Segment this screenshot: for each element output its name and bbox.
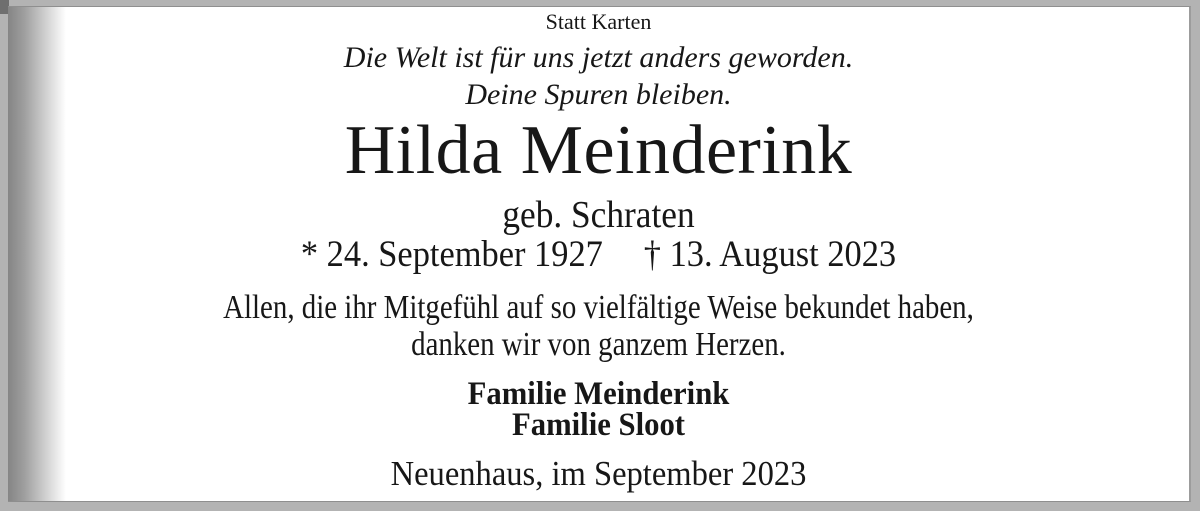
epitaph-quote (8, 39, 1189, 113)
maiden-name: geb. Schraten (502, 194, 695, 236)
place-and-date: Neuenhaus, im September 2023 (390, 454, 807, 493)
life-dates (49, 235, 1147, 275)
birth-date: * 24. September 1927 (300, 234, 603, 275)
family-signature-line2: Familie Sloot (511, 407, 686, 443)
family-signature-line1: Familie Meinderink (467, 376, 730, 412)
thanks-message (97, 289, 1101, 363)
thanks-message-line1: Allen, die ihr Mitgefühl auf so vielfältige Weise bekundet haben, (223, 289, 974, 326)
preline-statt-karten: Statt Karten (545, 9, 652, 34)
family-signatures (49, 376, 1147, 443)
obituary-card (8, 6, 1191, 502)
deceased-name: Hilda Meinderink (344, 112, 853, 189)
death-date: † 13. August 2023 (643, 234, 897, 275)
thanks-message-line2: danken wir von ganzem Herzen. (411, 326, 786, 363)
obituary-content (8, 7, 1189, 493)
epitaph-quote-line1: Die Welt ist für uns jetzt anders geworden. (343, 41, 854, 74)
epitaph-quote-line2: Deine Spuren bleiben. (465, 78, 732, 111)
